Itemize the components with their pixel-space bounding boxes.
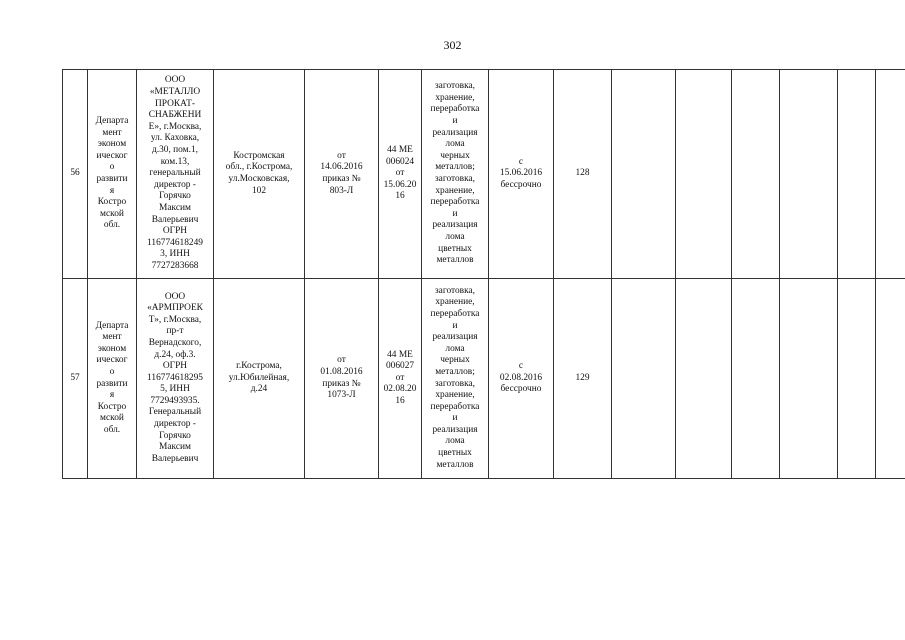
empty-cell: [676, 279, 732, 479]
empty-cell: [780, 279, 838, 479]
order-details: от 01.08.2016 приказ № 1073-Л: [305, 279, 379, 479]
empty-cell: [612, 70, 676, 279]
validity-period: с 02.08.2016 бессрочно: [489, 279, 554, 479]
empty-cell: [876, 70, 905, 279]
license-registry-table: [62, 69, 905, 479]
licensed-activity: заготовка, хранение, переработка и реализация лома черных металлов; заготовка, хранение, переработка и реализация лома цветных металлов: [422, 70, 489, 279]
empty-cell: [732, 279, 780, 479]
empty-cell: [780, 70, 838, 279]
row-number: 57: [63, 279, 88, 479]
activity-address: Костромская обл., г.Кострома, ул.Московская, 102: [214, 70, 305, 279]
empty-cell: [732, 70, 780, 279]
activity-address: г.Кострома, ул.Юбилейная, д.24: [214, 279, 305, 479]
licensed-activity: заготовка, хранение, переработка и реализация лома черных металлов; заготовка, хранение, переработка и реализация лома цветных металлов: [422, 279, 489, 479]
empty-cell: [876, 279, 905, 479]
licensee-company: ООО «АРМПРОЕК Т», г.Москва, пр-т Вернадского, д.24, оф.3. ОГРН 116774618295 5, ИНН 7729493935. Генеральный директор - Горячко Максим Валерьевич: [137, 279, 214, 479]
license-number: 44 МЕ 006024 от 15.06.20 16: [379, 70, 422, 279]
empty-cell: [612, 279, 676, 479]
empty-cell: [838, 70, 876, 279]
licensing-authority: Департа мент эконом ическог о развити я Костро мской обл.: [88, 70, 137, 279]
registry-code: 128: [554, 70, 612, 279]
page-number: 302: [443, 38, 462, 52]
licensing-authority: Департа мент эконом ическог о развити я Костро мской обл.: [88, 279, 137, 479]
validity-period: с 15.06.2016 бессрочно: [489, 70, 554, 279]
license-number: 44 МЕ 006027 от 02.08.20 16: [379, 279, 422, 479]
empty-cell: [838, 279, 876, 479]
row-number: 56: [63, 70, 88, 279]
table-row: [63, 70, 905, 279]
table-row: [63, 279, 905, 479]
registry-code: 129: [554, 279, 612, 479]
order-details: от 14.06.2016 приказ № 803-Л: [305, 70, 379, 279]
empty-cell: [676, 70, 732, 279]
licensee-company: ООО «МЕТАЛЛО ПРОКАТ- СНАБЖЕНИ Е», г.Москва, ул. Каховка, д.30, пом.1, ком.13, генеральный директор - Горячко Максим Валерьевич ОГРН 116774618249 3, ИНН 7727283668: [137, 70, 214, 279]
